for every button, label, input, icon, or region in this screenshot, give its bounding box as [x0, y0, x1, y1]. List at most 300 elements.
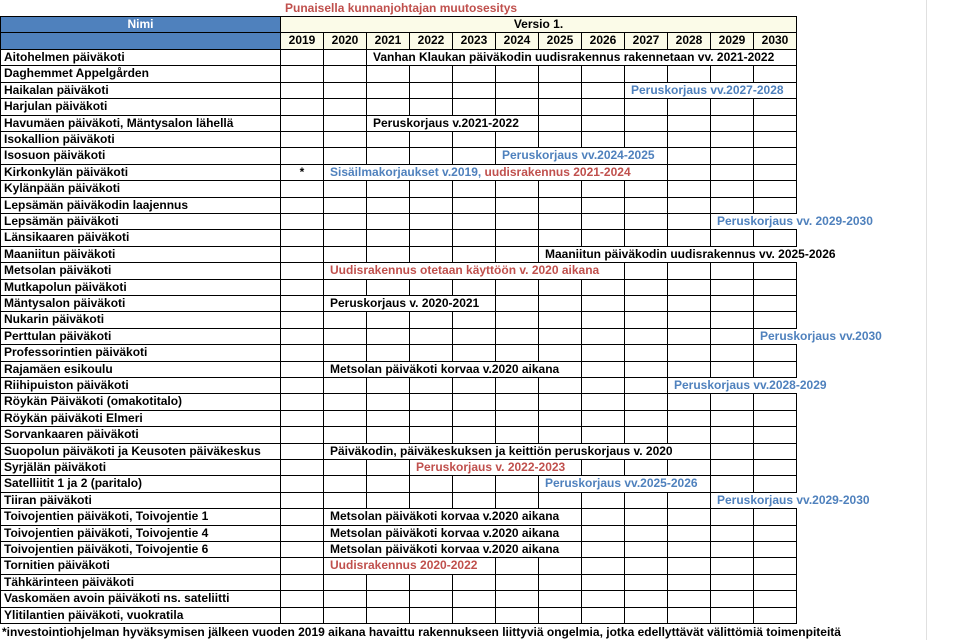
- table-cell[interactable]: [668, 493, 711, 509]
- table-cell[interactable]: [711, 444, 754, 460]
- table-cell[interactable]: [582, 66, 625, 82]
- table-cell[interactable]: [496, 132, 539, 148]
- table-cell[interactable]: [281, 362, 324, 378]
- year-header-2027[interactable]: 2027: [625, 33, 668, 50]
- table-cell[interactable]: [754, 362, 797, 378]
- table-cell[interactable]: [582, 99, 625, 115]
- table-cell[interactable]: [496, 83, 539, 99]
- table-cell[interactable]: [668, 509, 711, 525]
- table-cell[interactable]: [539, 345, 582, 361]
- table-cell[interactable]: [582, 280, 625, 296]
- table-cell[interactable]: [625, 591, 668, 607]
- table-cell[interactable]: [367, 394, 410, 410]
- table-cell[interactable]: [496, 312, 539, 328]
- table-cell[interactable]: [625, 526, 668, 542]
- table-cell[interactable]: [324, 378, 367, 394]
- table-cell[interactable]: [582, 378, 625, 394]
- table-cell[interactable]: [281, 214, 324, 230]
- table-cell[interactable]: [281, 558, 324, 574]
- table-cell[interactable]: [625, 608, 668, 624]
- table-cell[interactable]: [711, 296, 754, 312]
- table-cell[interactable]: [539, 198, 582, 214]
- table-cell[interactable]: [754, 509, 797, 525]
- table-cell[interactable]: [496, 575, 539, 591]
- table-cell[interactable]: [367, 247, 410, 263]
- table-cell[interactable]: [668, 66, 711, 82]
- table-cell[interactable]: [754, 345, 797, 361]
- table-cell[interactable]: [281, 460, 324, 476]
- table-cell[interactable]: [582, 132, 625, 148]
- table-cell[interactable]: [496, 99, 539, 115]
- table-cell[interactable]: [582, 230, 625, 246]
- year-header-2019[interactable]: 2019: [281, 33, 324, 50]
- table-cell[interactable]: [582, 411, 625, 427]
- table-cell[interactable]: [453, 476, 496, 492]
- table-cell[interactable]: [668, 312, 711, 328]
- table-cell[interactable]: [711, 558, 754, 574]
- table-cell[interactable]: [367, 230, 410, 246]
- table-cell[interactable]: [410, 148, 453, 164]
- table-cell[interactable]: [324, 575, 367, 591]
- table-cell[interactable]: [410, 493, 453, 509]
- year-header-2022[interactable]: 2022: [410, 33, 453, 50]
- table-cell[interactable]: [324, 427, 367, 443]
- table-cell[interactable]: [539, 99, 582, 115]
- table-cell[interactable]: [711, 362, 754, 378]
- table-row-name[interactable]: Isosuon päiväkoti: [0, 148, 281, 164]
- table-cell[interactable]: [410, 411, 453, 427]
- table-row-name[interactable]: Vaskomäen avoin päiväkoti ns. sateliitti: [0, 591, 281, 607]
- table-cell[interactable]: [582, 312, 625, 328]
- table-cell[interactable]: [711, 509, 754, 525]
- table-cell[interactable]: [754, 280, 797, 296]
- table-cell[interactable]: [539, 608, 582, 624]
- table-cell[interactable]: [281, 312, 324, 328]
- table-cell[interactable]: [496, 476, 539, 492]
- table-cell[interactable]: [410, 329, 453, 345]
- table-cell[interactable]: [754, 608, 797, 624]
- table-cell[interactable]: [754, 558, 797, 574]
- table-cell[interactable]: [410, 608, 453, 624]
- table-cell[interactable]: [625, 542, 668, 558]
- table-cell[interactable]: [281, 132, 324, 148]
- table-cell[interactable]: [281, 280, 324, 296]
- table-cell[interactable]: [668, 345, 711, 361]
- table-cell[interactable]: [324, 460, 367, 476]
- year-header-2026[interactable]: 2026: [582, 33, 625, 50]
- table-cell[interactable]: [281, 427, 324, 443]
- table-cell[interactable]: [410, 66, 453, 82]
- table-row-name[interactable]: Aitohelmen päiväkoti: [0, 50, 281, 66]
- table-cell[interactable]: [539, 591, 582, 607]
- table-cell[interactable]: [539, 296, 582, 312]
- year-header-2021[interactable]: 2021: [367, 33, 410, 50]
- table-cell[interactable]: [711, 198, 754, 214]
- table-cell[interactable]: [668, 198, 711, 214]
- year-header-2030[interactable]: 2030: [754, 33, 797, 50]
- table-row-name[interactable]: Riihipuiston päiväkoti: [0, 378, 281, 394]
- table-cell[interactable]: [367, 411, 410, 427]
- table-cell[interactable]: [281, 66, 324, 82]
- table-cell[interactable]: [711, 132, 754, 148]
- table-cell[interactable]: [625, 280, 668, 296]
- table-row-name[interactable]: Lepsämän päiväkodin laajennus: [0, 198, 281, 214]
- table-cell[interactable]: [281, 50, 324, 66]
- table-cell[interactable]: [582, 394, 625, 410]
- table-cell[interactable]: [625, 312, 668, 328]
- table-cell[interactable]: [367, 493, 410, 509]
- table-cell[interactable]: [754, 444, 797, 460]
- table-cell[interactable]: [453, 608, 496, 624]
- table-cell[interactable]: [324, 198, 367, 214]
- table-row-name[interactable]: Mäntysalon päiväkoti: [0, 296, 281, 312]
- table-cell[interactable]: [496, 378, 539, 394]
- table-cell[interactable]: [324, 83, 367, 99]
- table-cell[interactable]: [668, 608, 711, 624]
- table-cell[interactable]: [754, 66, 797, 82]
- table-cell[interactable]: [754, 460, 797, 476]
- table-row-name[interactable]: Länsikaaren päiväkoti: [0, 230, 281, 246]
- table-cell[interactable]: [410, 214, 453, 230]
- table-cell[interactable]: [539, 575, 582, 591]
- table-cell[interactable]: [410, 378, 453, 394]
- table-cell[interactable]: [582, 214, 625, 230]
- table-cell[interactable]: [668, 329, 711, 345]
- table-cell[interactable]: [625, 230, 668, 246]
- table-cell[interactable]: [453, 214, 496, 230]
- table-cell[interactable]: [281, 99, 324, 115]
- table-row-name[interactable]: Nukarin päiväkoti: [0, 312, 281, 328]
- table-cell[interactable]: [453, 493, 496, 509]
- table-cell[interactable]: [410, 198, 453, 214]
- table-cell[interactable]: [367, 345, 410, 361]
- table-cell[interactable]: [453, 132, 496, 148]
- table-cell[interactable]: [711, 148, 754, 164]
- table-cell[interactable]: [324, 247, 367, 263]
- table-cell[interactable]: [324, 476, 367, 492]
- table-cell[interactable]: [539, 378, 582, 394]
- table-cell[interactable]: [496, 329, 539, 345]
- table-cell[interactable]: [539, 181, 582, 197]
- table-cell[interactable]: [496, 296, 539, 312]
- table-cell[interactable]: [668, 181, 711, 197]
- table-cell[interactable]: [453, 329, 496, 345]
- table-cell[interactable]: [281, 148, 324, 164]
- table-cell[interactable]: [367, 329, 410, 345]
- table-cell[interactable]: [281, 394, 324, 410]
- table-cell[interactable]: [754, 165, 797, 181]
- table-cell[interactable]: [711, 427, 754, 443]
- table-cell[interactable]: [496, 493, 539, 509]
- table-row-name[interactable]: Kirkonkylän päiväkoti: [0, 165, 281, 181]
- table-cell[interactable]: [711, 263, 754, 279]
- table-cell[interactable]: [453, 148, 496, 164]
- table-cell[interactable]: [625, 99, 668, 115]
- table-cell[interactable]: [539, 116, 582, 132]
- table-cell[interactable]: [324, 591, 367, 607]
- table-cell[interactable]: [754, 116, 797, 132]
- name-header[interactable]: Nimi: [0, 16, 281, 33]
- table-cell[interactable]: [367, 575, 410, 591]
- table-cell[interactable]: [711, 345, 754, 361]
- table-cell[interactable]: [539, 427, 582, 443]
- table-row-name[interactable]: Toivojentien päiväkoti, Toivojentie 4: [0, 526, 281, 542]
- table-cell[interactable]: [711, 230, 754, 246]
- table-row-name[interactable]: Harjulan päiväkoti: [0, 99, 281, 115]
- table-row-name[interactable]: Sorvankaaren päiväkoti: [0, 427, 281, 443]
- table-cell[interactable]: [324, 280, 367, 296]
- table-cell[interactable]: [324, 148, 367, 164]
- table-cell[interactable]: [668, 411, 711, 427]
- table-cell[interactable]: [453, 378, 496, 394]
- table-cell[interactable]: [367, 66, 410, 82]
- table-cell[interactable]: [453, 247, 496, 263]
- table-cell[interactable]: [539, 558, 582, 574]
- table-cell[interactable]: [453, 280, 496, 296]
- table-cell[interactable]: [711, 591, 754, 607]
- table-cell[interactable]: [754, 148, 797, 164]
- table-cell[interactable]: [367, 198, 410, 214]
- table-cell[interactable]: [324, 608, 367, 624]
- table-cell[interactable]: [668, 280, 711, 296]
- table-cell[interactable]: [367, 214, 410, 230]
- table-cell[interactable]: [582, 575, 625, 591]
- table-row-name[interactable]: Lepsämän päiväkoti: [0, 214, 281, 230]
- table-cell[interactable]: [754, 296, 797, 312]
- table-cell[interactable]: [625, 575, 668, 591]
- table-cell[interactable]: [496, 214, 539, 230]
- table-cell[interactable]: [281, 542, 324, 558]
- table-row-name[interactable]: Kylänpään päiväkoti: [0, 181, 281, 197]
- table-cell[interactable]: [668, 165, 711, 181]
- table-cell[interactable]: [582, 345, 625, 361]
- table-cell[interactable]: [668, 558, 711, 574]
- table-cell[interactable]: [410, 230, 453, 246]
- table-cell[interactable]: [625, 509, 668, 525]
- table-cell[interactable]: [367, 608, 410, 624]
- year-header-2025[interactable]: 2025: [539, 33, 582, 50]
- table-cell[interactable]: [453, 427, 496, 443]
- table-cell[interactable]: [324, 230, 367, 246]
- table-cell[interactable]: [668, 427, 711, 443]
- table-cell[interactable]: [625, 214, 668, 230]
- table-cell[interactable]: [281, 509, 324, 525]
- table-cell[interactable]: [582, 83, 625, 99]
- table-cell[interactable]: [410, 312, 453, 328]
- table-cell[interactable]: [453, 83, 496, 99]
- table-cell[interactable]: [668, 132, 711, 148]
- table-row-name[interactable]: Tornitien päiväkoti: [0, 558, 281, 574]
- table-cell[interactable]: [281, 83, 324, 99]
- table-cell[interactable]: [711, 476, 754, 492]
- table-cell[interactable]: [711, 280, 754, 296]
- table-cell[interactable]: [711, 165, 754, 181]
- table-cell[interactable]: [496, 345, 539, 361]
- table-cell[interactable]: [625, 362, 668, 378]
- table-row-name[interactable]: Toivojentien päiväkoti, Toivojentie 1: [0, 509, 281, 525]
- table-cell[interactable]: [281, 575, 324, 591]
- table-cell[interactable]: [582, 591, 625, 607]
- table-cell[interactable]: [582, 427, 625, 443]
- table-cell[interactable]: [281, 263, 324, 279]
- table-cell[interactable]: [668, 542, 711, 558]
- table-cell[interactable]: [625, 263, 668, 279]
- table-cell[interactable]: [453, 181, 496, 197]
- table-cell[interactable]: [539, 66, 582, 82]
- table-cell[interactable]: [496, 198, 539, 214]
- table-row-name[interactable]: Perttulan päiväkoti: [0, 329, 281, 345]
- year-header-2024[interactable]: 2024: [496, 33, 539, 50]
- table-cell[interactable]: [281, 493, 324, 509]
- table-cell[interactable]: [539, 214, 582, 230]
- table-cell[interactable]: [582, 329, 625, 345]
- table-cell[interactable]: [668, 362, 711, 378]
- table-cell[interactable]: [711, 66, 754, 82]
- table-row-name[interactable]: Daghemmet Appelgården: [0, 66, 281, 82]
- table-cell[interactable]: [367, 148, 410, 164]
- table-cell[interactable]: [668, 148, 711, 164]
- table-cell[interactable]: [754, 526, 797, 542]
- table-cell[interactable]: [754, 427, 797, 443]
- table-cell[interactable]: [324, 312, 367, 328]
- table-cell[interactable]: [281, 329, 324, 345]
- table-cell[interactable]: [453, 345, 496, 361]
- table-cell[interactable]: [324, 132, 367, 148]
- table-cell[interactable]: [410, 394, 453, 410]
- table-cell[interactable]: [668, 394, 711, 410]
- table-cell[interactable]: [625, 427, 668, 443]
- table-cell[interactable]: [367, 378, 410, 394]
- table-cell[interactable]: [281, 296, 324, 312]
- table-cell[interactable]: [367, 591, 410, 607]
- table-cell[interactable]: [582, 526, 625, 542]
- table-cell[interactable]: [496, 230, 539, 246]
- table-row-name[interactable]: Röykän Päiväkoti (omakotitalo): [0, 394, 281, 410]
- table-cell[interactable]: [582, 362, 625, 378]
- table-cell[interactable]: [582, 542, 625, 558]
- table-cell[interactable]: [324, 99, 367, 115]
- table-cell[interactable]: [754, 99, 797, 115]
- table-cell[interactable]: [410, 575, 453, 591]
- table-cell[interactable]: [539, 394, 582, 410]
- table-cell[interactable]: [453, 99, 496, 115]
- table-cell[interactable]: [625, 558, 668, 574]
- table-cell[interactable]: [625, 181, 668, 197]
- table-cell[interactable]: [539, 493, 582, 509]
- table-cell[interactable]: [539, 83, 582, 99]
- table-cell[interactable]: [453, 394, 496, 410]
- table-row-name[interactable]: Ylitilantien päiväkoti, vuokratila: [0, 608, 281, 624]
- table-cell[interactable]: [281, 345, 324, 361]
- table-cell[interactable]: [453, 66, 496, 82]
- table-row-name[interactable]: Syrjälän päiväkoti: [0, 460, 281, 476]
- table-cell[interactable]: [453, 198, 496, 214]
- asterisk-mark[interactable]: *: [281, 165, 324, 181]
- table-cell[interactable]: [496, 66, 539, 82]
- table-cell[interactable]: [367, 460, 410, 476]
- table-row-name[interactable]: Maaniitun päiväkoti: [0, 247, 281, 263]
- table-cell[interactable]: [324, 181, 367, 197]
- table-cell[interactable]: [324, 50, 367, 66]
- table-row-name[interactable]: Toivojentien päiväkoti, Toivojentie 6: [0, 542, 281, 558]
- table-cell[interactable]: [754, 263, 797, 279]
- table-cell[interactable]: [496, 394, 539, 410]
- table-cell[interactable]: [625, 460, 668, 476]
- table-cell[interactable]: [410, 99, 453, 115]
- table-cell[interactable]: [324, 329, 367, 345]
- table-cell[interactable]: [625, 411, 668, 427]
- table-cell[interactable]: [711, 526, 754, 542]
- table-cell[interactable]: [754, 181, 797, 197]
- table-cell[interactable]: [281, 444, 324, 460]
- table-cell[interactable]: [539, 280, 582, 296]
- table-cell[interactable]: [582, 493, 625, 509]
- table-cell[interactable]: [582, 460, 625, 476]
- table-cell[interactable]: [711, 608, 754, 624]
- table-row-name[interactable]: Satelliitit 1 ja 2 (paritalo): [0, 476, 281, 492]
- table-cell[interactable]: [496, 558, 539, 574]
- table-cell[interactable]: [453, 591, 496, 607]
- table-cell[interactable]: [668, 296, 711, 312]
- table-cell[interactable]: [410, 83, 453, 99]
- table-cell[interactable]: [539, 132, 582, 148]
- table-cell[interactable]: [453, 575, 496, 591]
- table-row-name[interactable]: Rajamäen esikoulu: [0, 362, 281, 378]
- table-cell[interactable]: [625, 66, 668, 82]
- table-cell[interactable]: [668, 460, 711, 476]
- table-cell[interactable]: [496, 427, 539, 443]
- year-header-2020[interactable]: 2020: [324, 33, 367, 50]
- table-cell[interactable]: [582, 198, 625, 214]
- table-cell[interactable]: [754, 591, 797, 607]
- table-cell[interactable]: [711, 460, 754, 476]
- table-cell[interactable]: [625, 493, 668, 509]
- table-cell[interactable]: [410, 427, 453, 443]
- table-cell[interactable]: [281, 526, 324, 542]
- table-row-name[interactable]: Isokallion päiväkoti: [0, 132, 281, 148]
- table-cell[interactable]: [582, 181, 625, 197]
- table-cell[interactable]: [281, 198, 324, 214]
- table-cell[interactable]: [754, 230, 797, 246]
- table-cell[interactable]: [410, 132, 453, 148]
- table-cell[interactable]: [668, 230, 711, 246]
- table-cell[interactable]: [754, 476, 797, 492]
- table-cell[interactable]: [496, 181, 539, 197]
- table-cell[interactable]: [281, 181, 324, 197]
- table-cell[interactable]: [324, 116, 367, 132]
- table-cell[interactable]: [496, 411, 539, 427]
- table-row-name[interactable]: Tiiran päiväkoti: [0, 493, 281, 509]
- table-cell[interactable]: [582, 558, 625, 574]
- table-row-name[interactable]: Haikalan päiväkoti: [0, 83, 281, 99]
- table-row-name[interactable]: Professorintien päiväkoti: [0, 345, 281, 361]
- table-cell[interactable]: [625, 116, 668, 132]
- table-cell[interactable]: [367, 280, 410, 296]
- year-header-2029[interactable]: 2029: [711, 33, 754, 50]
- table-cell[interactable]: [711, 575, 754, 591]
- table-row-name[interactable]: Havumäen päiväkoti, Mäntysalon lähellä: [0, 116, 281, 132]
- table-cell[interactable]: [367, 476, 410, 492]
- table-cell[interactable]: [625, 132, 668, 148]
- table-row-name[interactable]: Röykän päiväkoti Elmeri: [0, 411, 281, 427]
- table-cell[interactable]: [668, 116, 711, 132]
- table-cell[interactable]: [711, 116, 754, 132]
- table-cell[interactable]: [367, 83, 410, 99]
- table-row-name[interactable]: Mutkapolun päiväkoti: [0, 280, 281, 296]
- table-cell[interactable]: [625, 394, 668, 410]
- table-cell[interactable]: [625, 345, 668, 361]
- table-cell[interactable]: [281, 247, 324, 263]
